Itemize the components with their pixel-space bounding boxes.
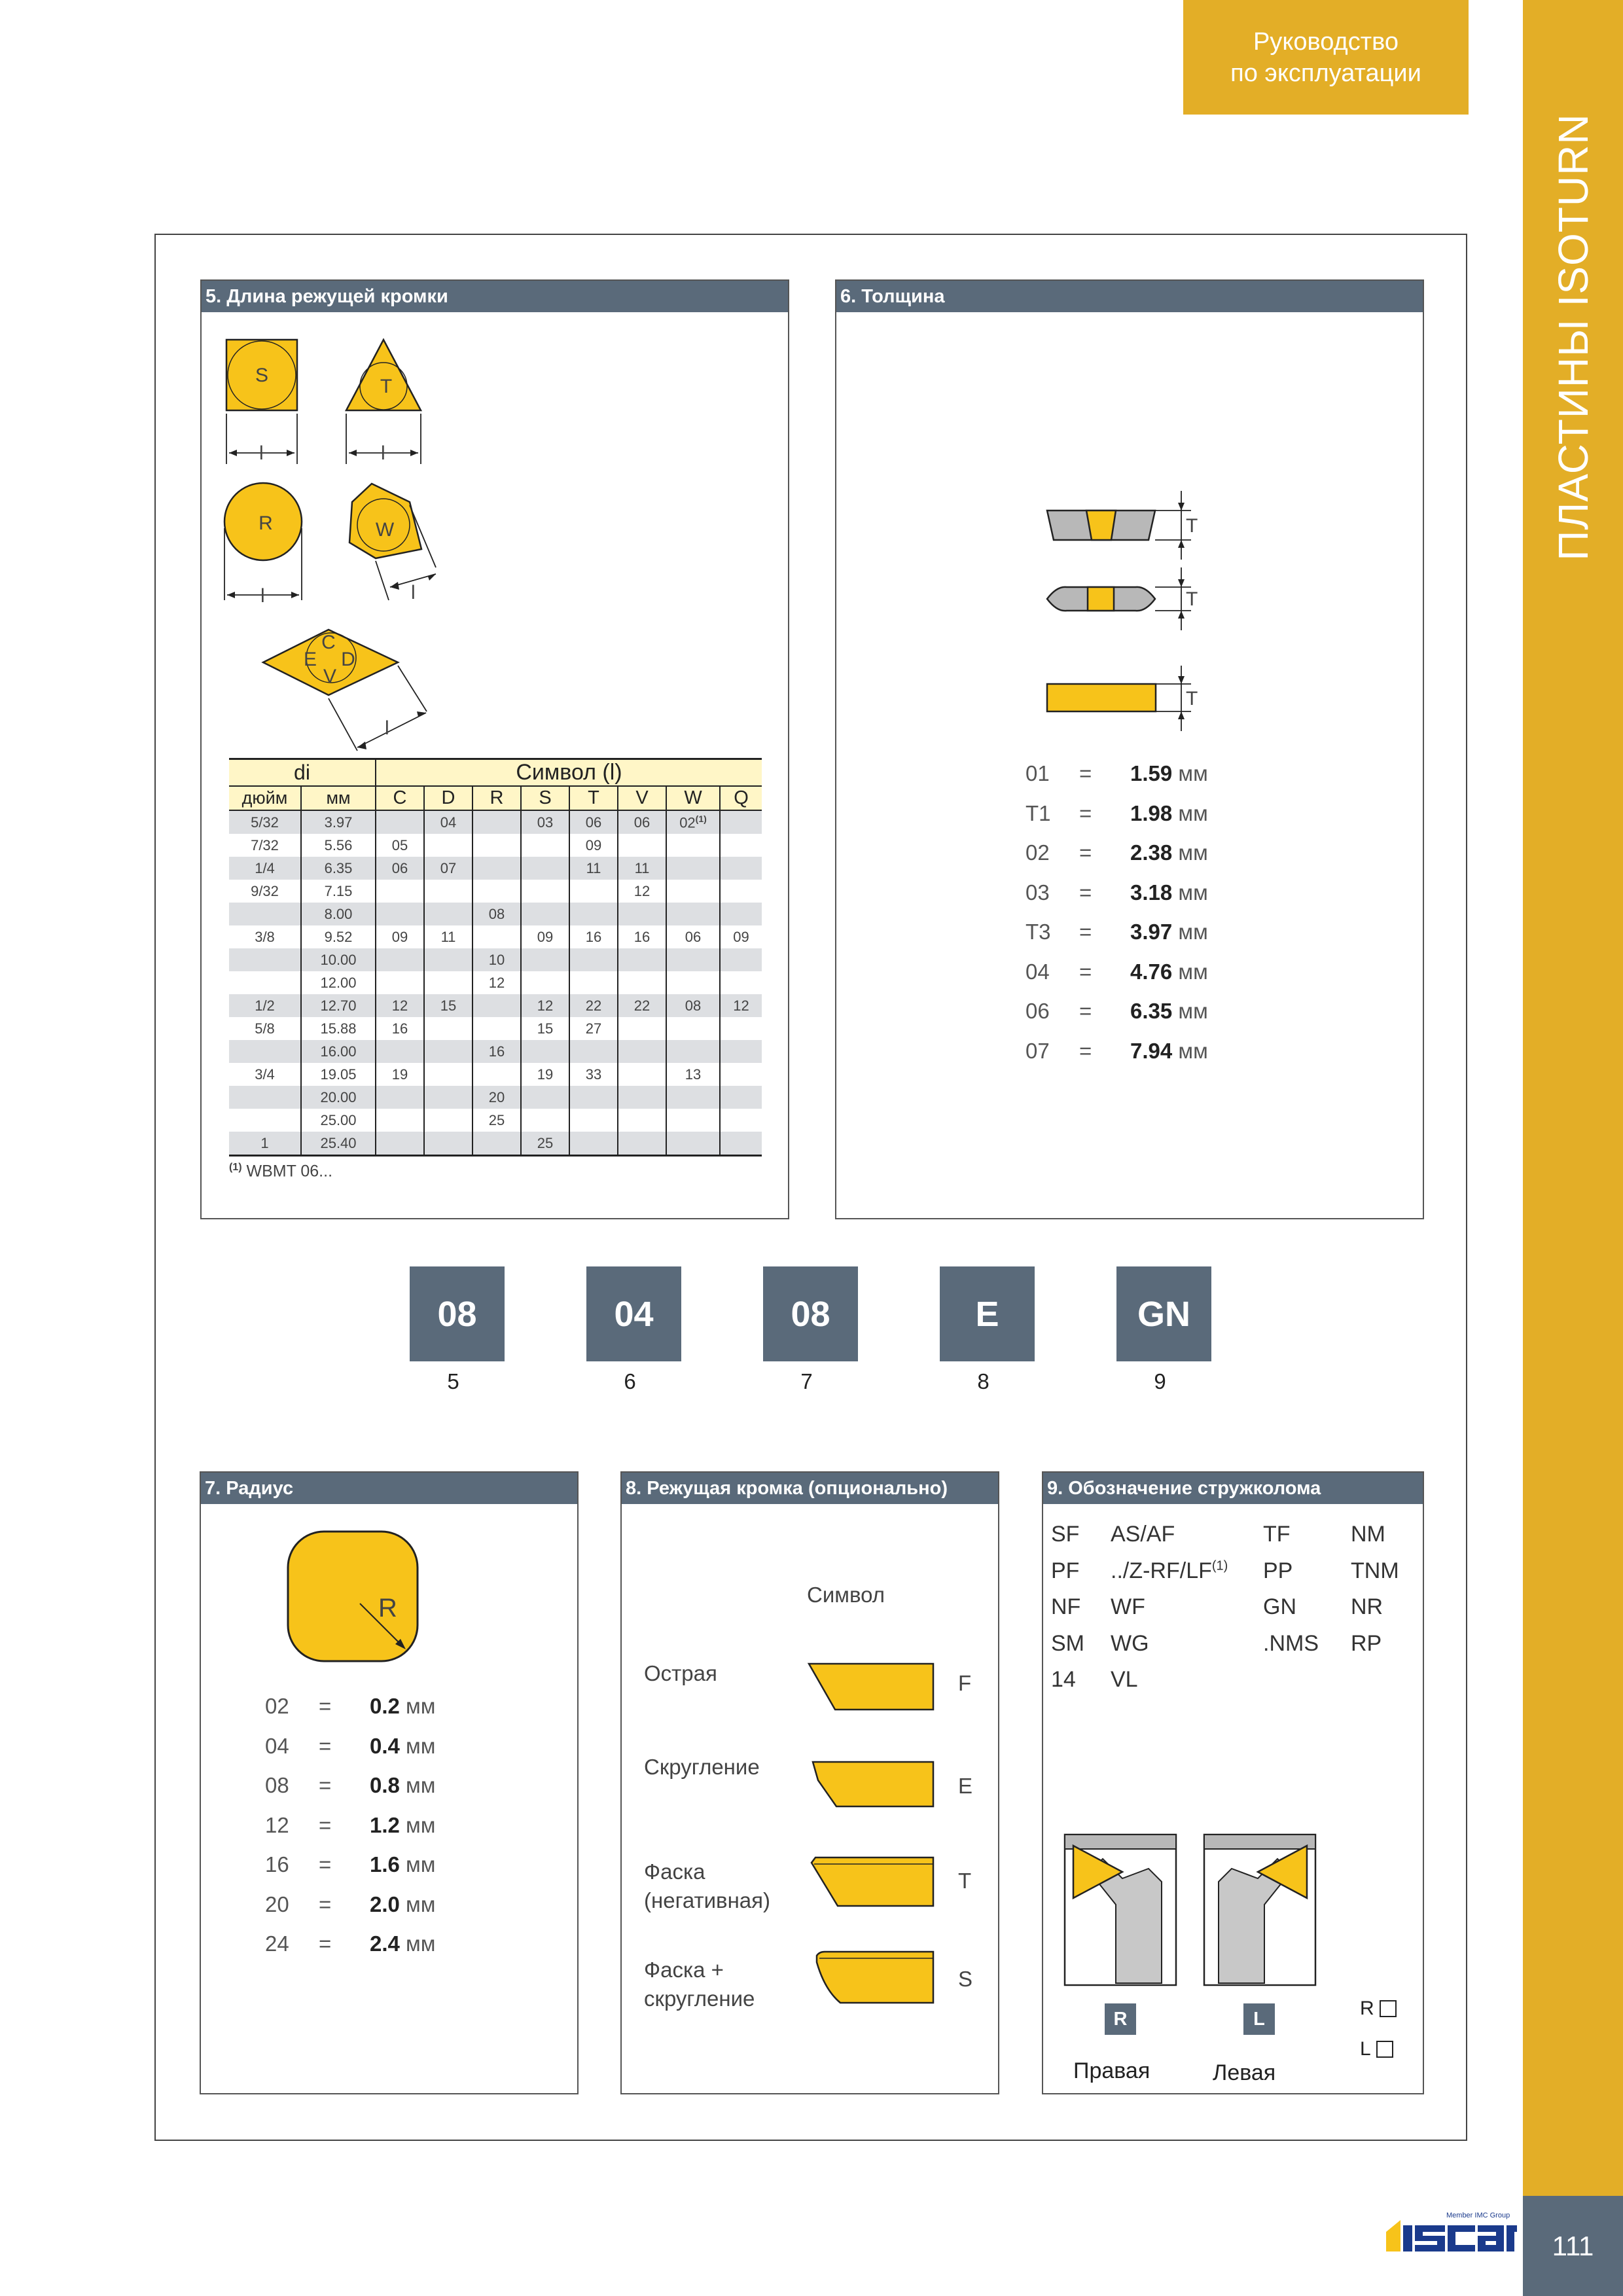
table-cell: 06 <box>618 810 666 834</box>
dim-label-t3: T <box>1186 688 1198 709</box>
table-cell <box>720 1017 762 1040</box>
table-cell: 12 <box>618 880 666 903</box>
table-cell <box>229 948 301 971</box>
table-cell: 16 <box>569 925 618 948</box>
edge-type-label: Фаска (негативная) <box>644 1859 771 1912</box>
thickness-diagram <box>1034 481 1230 743</box>
table-cell: 9.52 <box>301 925 376 948</box>
table-cell: 12 <box>521 994 569 1017</box>
table-cell <box>666 857 720 880</box>
table-cell <box>521 948 569 971</box>
svg-text:Member IMC Group: Member IMC Group <box>1446 2212 1510 2219</box>
table-cell <box>521 1086 569 1109</box>
chipbreaker-code: PP <box>1263 1558 1293 1583</box>
table-cell <box>666 834 720 857</box>
table-cell <box>666 880 720 903</box>
table-cell <box>229 1086 301 1109</box>
chipbreaker-code: SF <box>1051 1522 1080 1547</box>
table-cell <box>618 1040 666 1063</box>
dim-label-w: l <box>411 582 416 603</box>
value-row: 24 = 2.4 мм <box>265 1931 436 1956</box>
edge-shapes <box>805 1649 936 2016</box>
table-cell <box>229 971 301 994</box>
chipbreaker-code: NF <box>1051 1594 1081 1619</box>
table-cell: 10.00 <box>301 948 376 971</box>
iscar-logo <box>1386 2206 1517 2265</box>
table-row <box>229 1017 762 1040</box>
table-cell <box>720 857 762 880</box>
table-cell: 10 <box>473 948 521 971</box>
code-box: 08 <box>410 1266 505 1361</box>
col-w: W <box>666 786 720 810</box>
table-cell: 7/32 <box>251 836 279 853</box>
table-cell <box>521 857 569 880</box>
table-row <box>229 1086 762 1109</box>
table-cell: 12 <box>376 994 424 1017</box>
table-row <box>229 834 762 857</box>
table-cell: 07 <box>424 857 473 880</box>
value-row: 03 = 3.18 мм <box>1026 880 1208 905</box>
panel-title: 6. Толщина <box>836 281 1423 312</box>
table-cell: 12 <box>720 994 762 1017</box>
table-cell <box>521 1040 569 1063</box>
value-row: 06 = 6.35 мм <box>1026 999 1208 1023</box>
shape-label-c: C <box>321 632 336 653</box>
table-cell <box>376 1132 424 1156</box>
table-cell <box>424 971 473 994</box>
shape-label-d: D <box>341 649 355 670</box>
table-row <box>229 1132 762 1156</box>
header-line-1: Руководство <box>1253 27 1399 56</box>
table-cell <box>618 1109 666 1132</box>
table-cell: 9/32 <box>251 882 279 899</box>
table-cell: 8.00 <box>301 903 376 925</box>
table-cell: 16 <box>473 1040 521 1063</box>
page-number: 111 <box>1523 2196 1623 2296</box>
table-cell <box>473 810 521 834</box>
value-row: 04 = 4.76 мм <box>1026 959 1208 984</box>
value-row: 20 = 2.0 мм <box>265 1892 436 1916</box>
table-cell: 16 <box>618 925 666 948</box>
table-cell <box>666 971 720 994</box>
col-c: C <box>376 786 424 810</box>
edge-length-table-body <box>229 810 762 1156</box>
table-cell <box>376 903 424 925</box>
code-box: 04 <box>586 1266 681 1361</box>
symbol-header: Символ <box>807 1583 885 1607</box>
table-cell <box>424 1109 473 1132</box>
table-cell: 12.00 <box>301 971 376 994</box>
edge-type-label: Фаска + скругление <box>644 1958 755 2011</box>
table-cell <box>229 1109 301 1132</box>
table-cell <box>720 903 762 925</box>
table-cell <box>569 1109 618 1132</box>
col-mm: мм <box>301 786 376 810</box>
dim-label-t2: T <box>1186 588 1198 610</box>
header-di: di <box>229 759 376 787</box>
table-cell: 11 <box>618 857 666 880</box>
table-cell <box>618 1086 666 1109</box>
table-cell <box>618 1017 666 1040</box>
code-position-number: 5 <box>447 1369 459 1393</box>
table-cell <box>424 903 473 925</box>
chipbreaker-code: NM <box>1351 1522 1385 1547</box>
edge-type-label: Острая <box>644 1661 717 1685</box>
chipbreaker-code: SM <box>1051 1630 1084 1656</box>
table-cell <box>720 1040 762 1063</box>
table-cell <box>473 880 521 903</box>
table-cell <box>666 903 720 925</box>
table-cell <box>666 1017 720 1040</box>
table-cell: 06 <box>376 857 424 880</box>
table-cell: 09 <box>720 925 762 948</box>
table-cell: 16.00 <box>301 1040 376 1063</box>
panel-title: 5. Длина режущей кромки <box>202 281 788 312</box>
code-position-number: 7 <box>800 1369 813 1393</box>
table-cell: 25 <box>521 1132 569 1156</box>
left-hand-badge: L <box>1243 2003 1275 2035</box>
checkbox-square-icon[interactable] <box>1380 2000 1397 2017</box>
table-cell: 19.05 <box>301 1063 376 1086</box>
table-cell <box>720 1086 762 1109</box>
table-cell: 06 <box>666 925 720 948</box>
table-footnote: $^{(1)}$ WBMT 06... <box>229 1162 333 1181</box>
table-cell <box>569 971 618 994</box>
table-row <box>229 971 762 994</box>
checkbox-square-icon[interactable] <box>1376 2041 1393 2058</box>
table-cell: 5.56 <box>301 834 376 857</box>
table-cell: 1/2 <box>229 994 301 1017</box>
table-cell: 19 <box>376 1063 424 1086</box>
table-cell <box>666 1109 720 1132</box>
table-cell <box>376 810 424 834</box>
code-box: E <box>940 1266 1035 1361</box>
shape-label-e: E <box>303 649 317 670</box>
hand-diagram <box>1063 1833 1325 2088</box>
dim-label-r: l <box>260 585 265 607</box>
table-cell: 11 <box>424 925 473 948</box>
table-row <box>229 1040 762 1063</box>
table-cell <box>618 1132 666 1156</box>
table-cell: 11 <box>569 857 618 880</box>
table-row <box>229 880 762 903</box>
dim-label-s: l <box>259 442 264 464</box>
table-cell: 25.40 <box>301 1132 376 1156</box>
value-row: T1 = 1.98 мм <box>1026 800 1208 825</box>
table-cell <box>473 857 521 880</box>
chipbreaker-code: TF <box>1263 1522 1291 1547</box>
side-title: ПЛАСТИНЫ ISOTURN <box>1549 113 1597 561</box>
table-cell: 22 <box>618 994 666 1017</box>
insert-shapes-diagram <box>200 312 789 764</box>
code-position-number: 6 <box>624 1369 636 1393</box>
table-cell: 03 <box>521 810 569 834</box>
col-inch: дюйм <box>229 786 301 810</box>
table-cell <box>473 994 521 1017</box>
table-cell <box>569 903 618 925</box>
shape-label-w: W <box>375 519 395 541</box>
table-cell: 33 <box>569 1063 618 1086</box>
code-box: GN <box>1116 1266 1211 1361</box>
table-cell: 19 <box>521 1063 569 1086</box>
panel-title: 9. Обозначение стружколома <box>1043 1473 1423 1504</box>
table-cell: 09 <box>376 925 424 948</box>
dim-label-t1: T <box>1186 515 1198 537</box>
table-cell <box>569 1040 618 1063</box>
edge-type-symbol: F <box>958 1671 972 1695</box>
table-cell: 15.88 <box>301 1017 376 1040</box>
col-q: Q <box>720 786 762 810</box>
table-cell <box>569 948 618 971</box>
panel-thickness <box>835 279 1424 1219</box>
table-cell: 06 <box>569 810 618 834</box>
table-row <box>229 857 762 880</box>
table-cell <box>618 971 666 994</box>
edge-length-table <box>229 758 762 1157</box>
table-cell: 08 <box>666 994 720 1017</box>
table-cell: 5/8 <box>255 1020 275 1037</box>
table-cell <box>521 971 569 994</box>
table-cell <box>618 948 666 971</box>
table-cell <box>720 834 762 857</box>
table-cell <box>521 834 569 857</box>
table-cell <box>229 1040 301 1063</box>
edge-type-symbol: E <box>958 1774 973 1798</box>
checkbox-left[interactable]: L <box>1360 2038 1393 2060</box>
table-row <box>229 1109 762 1132</box>
chipbreaker-code: VL <box>1111 1667 1138 1692</box>
shape-label-v: V <box>323 666 337 687</box>
table-cell: 25 <box>473 1109 521 1132</box>
table-row <box>229 903 762 925</box>
table-cell <box>376 1040 424 1063</box>
table-cell: 09 <box>569 834 618 857</box>
table-cell <box>424 834 473 857</box>
table-cell <box>376 971 424 994</box>
edge-type-symbol: S <box>958 1967 973 1991</box>
edge-type-symbol: T <box>958 1869 972 1893</box>
col-s: S <box>521 786 569 810</box>
table-cell <box>720 1109 762 1132</box>
shape-label-t: T <box>380 376 393 397</box>
table-cell <box>720 948 762 971</box>
table-cell <box>229 903 301 925</box>
col-d: D <box>424 786 473 810</box>
table-cell <box>473 1017 521 1040</box>
table-row <box>229 948 762 971</box>
table-cell: 3/8 <box>255 928 275 945</box>
table-cell: 1 <box>229 1132 301 1156</box>
table-cell <box>666 1086 720 1109</box>
table-cell <box>521 903 569 925</box>
chipbreaker-code: WG <box>1111 1630 1149 1656</box>
table-cell: 09 <box>521 925 569 948</box>
code-box: 08 <box>763 1266 858 1361</box>
radius-diagram <box>281 1525 438 1669</box>
value-row: 01 = 1.59 мм <box>1026 761 1208 785</box>
value-row: 02 = 2.38 мм <box>1026 840 1208 865</box>
table-cell <box>720 1063 762 1086</box>
table-cell: 20.00 <box>301 1086 376 1109</box>
chipbreaker-code: AS/AF <box>1111 1522 1175 1547</box>
table-cell: 05 <box>376 834 424 857</box>
table-cell <box>569 1086 618 1109</box>
table-cell <box>618 1063 666 1086</box>
table-cell: 3/4 <box>255 1066 275 1083</box>
left-hand-label: Левая <box>1213 2060 1276 2085</box>
table-cell <box>376 948 424 971</box>
panel-title: 8. Режущая кромка (опционально) <box>622 1473 998 1504</box>
chipbreaker-code: ../Z-RF/LF$^{(1)}$ <box>1111 1558 1228 1583</box>
table-cell <box>521 1109 569 1132</box>
table-cell: 04 <box>424 810 473 834</box>
table-cell <box>618 903 666 925</box>
table-row <box>229 994 762 1017</box>
dim-label-rhombus: l <box>385 717 389 739</box>
chipbreaker-code: NR <box>1351 1594 1383 1619</box>
table-cell: 25.00 <box>301 1109 376 1132</box>
chipbreaker-code: WF <box>1111 1594 1145 1619</box>
table-cell <box>720 971 762 994</box>
table-cell <box>424 1132 473 1156</box>
table-cell: 27 <box>569 1017 618 1040</box>
chipbreaker-code: GN <box>1263 1594 1296 1619</box>
code-position-number: 8 <box>977 1369 990 1393</box>
col-v: V <box>618 786 666 810</box>
value-row: 12 = 1.2 мм <box>265 1812 436 1837</box>
radius-label: R <box>378 1594 397 1623</box>
table-cell <box>376 880 424 903</box>
table-cell <box>376 1109 424 1132</box>
table-cell: 02$^{(1)}$ <box>666 810 720 834</box>
table-cell <box>666 948 720 971</box>
value-row: 04 = 0.4 мм <box>265 1733 436 1758</box>
table-cell <box>666 1040 720 1063</box>
dim-label-t: l <box>381 442 385 464</box>
table-cell <box>720 880 762 903</box>
table-cell <box>569 1132 618 1156</box>
header-tab <box>1183 0 1469 115</box>
table-cell: 08 <box>473 903 521 925</box>
col-r: R <box>473 786 521 810</box>
value-row: 07 = 7.94 мм <box>1026 1038 1208 1063</box>
table-cell <box>424 1086 473 1109</box>
col-t: T <box>569 786 618 810</box>
table-cell: 13 <box>666 1063 720 1086</box>
table-cell: 12.70 <box>301 994 376 1017</box>
table-cell: 22 <box>569 994 618 1017</box>
header-line-2: по эксплуатации <box>1230 59 1421 87</box>
table-cell <box>376 1086 424 1109</box>
table-cell: 15 <box>424 994 473 1017</box>
chipbreaker-code: 14 <box>1051 1667 1076 1692</box>
table-cell: 5/32 <box>229 810 301 834</box>
table-cell <box>720 810 762 834</box>
table-cell <box>473 1132 521 1156</box>
table-row <box>229 925 762 948</box>
value-row: 16 = 1.6 мм <box>265 1852 436 1876</box>
value-row: T3 = 3.97 мм <box>1026 920 1208 944</box>
chipbreaker-code: RP <box>1351 1630 1382 1656</box>
chipbreaker-code: PF <box>1051 1558 1080 1583</box>
table-cell <box>473 1063 521 1086</box>
table-row <box>229 1063 762 1086</box>
table-cell <box>424 1017 473 1040</box>
table-cell: 20 <box>473 1086 521 1109</box>
table-row <box>229 810 762 834</box>
chipbreaker-code: .NMS <box>1263 1630 1319 1656</box>
table-cell: 3.97 <box>301 810 376 834</box>
table-cell <box>720 1132 762 1156</box>
table-cell <box>569 880 618 903</box>
table-cell: 12 <box>473 971 521 994</box>
table-cell: 15 <box>521 1017 569 1040</box>
table-cell <box>424 1040 473 1063</box>
right-hand-label: Правая <box>1073 2058 1150 2083</box>
shape-label-r: R <box>259 512 273 534</box>
table-cell: 7.15 <box>301 880 376 903</box>
code-position-number: 9 <box>1154 1369 1166 1393</box>
value-row: 02 = 0.2 мм <box>265 1694 436 1718</box>
header-symbol: Символ (l) <box>376 759 762 787</box>
right-hand-badge: R <box>1105 2003 1136 2035</box>
table-cell <box>424 948 473 971</box>
table-cell: 1/4 <box>229 857 301 880</box>
edge-type-label: Скругление <box>644 1755 760 1779</box>
value-row: 08 = 0.8 мм <box>265 1773 436 1797</box>
table-cell <box>473 925 521 948</box>
table-cell <box>618 834 666 857</box>
panel-title: 7. Радиус <box>201 1473 577 1504</box>
shape-label-s: S <box>255 365 269 386</box>
table-cell: 6.35 <box>301 857 376 880</box>
table-cell <box>424 880 473 903</box>
table-cell <box>666 1132 720 1156</box>
table-cell <box>473 834 521 857</box>
table-cell <box>424 1063 473 1086</box>
table-cell: 16 <box>376 1017 424 1040</box>
checkbox-right[interactable]: R <box>1360 1998 1397 2020</box>
chipbreaker-code: TNM <box>1351 1558 1399 1583</box>
table-cell <box>521 880 569 903</box>
